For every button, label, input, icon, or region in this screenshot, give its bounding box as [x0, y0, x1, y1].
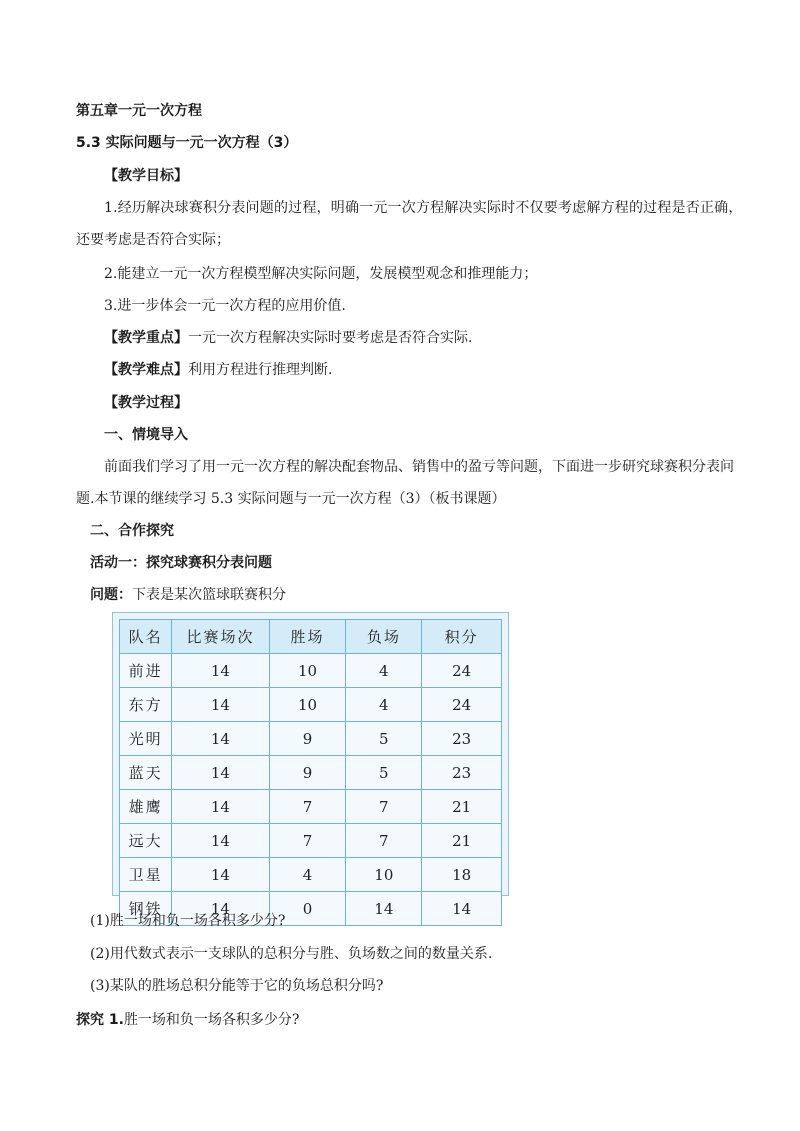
question-3: (3)某队的胜场总积分能等于它的负场总积分吗?: [90, 978, 384, 994]
cell-team: 卫星: [120, 858, 172, 892]
cell-losses: 7: [346, 824, 422, 858]
header-points: 积分: [422, 620, 502, 654]
question-1: (1)胜一场和负一场各积多少分?: [90, 913, 286, 929]
score-table: [119, 619, 502, 926]
cell-losses: 10: [346, 858, 422, 892]
header-wins: 胜场: [269, 620, 346, 654]
table-row: [120, 824, 502, 858]
part1-title: 一、情境导入: [104, 427, 188, 443]
table-row: [120, 858, 502, 892]
part2-title: 二、合作探究: [90, 523, 174, 539]
explore-1-text: 胜一场和负一场各积多少分?: [123, 1012, 300, 1028]
objective-item1-line1: 1.经历解决球赛积分表问题的过程，明确一元一次方程解决实际时不仅要考虑解方程的过程是否正确，: [104, 200, 743, 216]
cell-team: 远大: [120, 824, 172, 858]
cell-points: 24: [422, 688, 502, 722]
section-title: 5.3 实际问题与一元一次方程（3）: [76, 135, 298, 151]
problem-text: 下表是某次篮球联赛积分: [132, 587, 286, 603]
cell-losses: 7: [346, 790, 422, 824]
cell-team: 东方: [120, 688, 172, 722]
cell-losses: 5: [346, 722, 422, 756]
explore-1-label: 探究 1.: [76, 1012, 124, 1028]
table-header-row: [120, 620, 502, 654]
cell-games: 14: [172, 654, 269, 688]
table-row: [120, 756, 502, 790]
table-row: [120, 654, 502, 688]
cell-points: 23: [422, 722, 502, 756]
cell-games: 14: [172, 688, 269, 722]
cell-points: 21: [422, 824, 502, 858]
cell-losses: 14: [346, 892, 422, 926]
question-2: (2)用代数式表示一支球队的总积分与胜、负场数之间的数量关系.: [90, 946, 493, 962]
header-losses: 负场: [346, 620, 422, 654]
table-row: [120, 688, 502, 722]
cell-wins: 4: [269, 858, 346, 892]
cell-team: 蓝天: [120, 756, 172, 790]
cell-team: 前进: [120, 654, 172, 688]
cell-team: 钢铁: [120, 892, 172, 926]
cell-points: 14: [422, 892, 502, 926]
process-heading: 【教学过程】: [104, 395, 188, 411]
objectives-heading: 【教学目标】: [104, 168, 188, 184]
part1-line2: 题.本节课的继续学习 5.3 实际问题与一元一次方程（3）（板书课题）: [76, 491, 506, 507]
score-table-frame: [112, 612, 509, 918]
objective-item3: 3.进一步体会一元一次方程的应用价值.: [104, 298, 346, 314]
cell-games: 14: [172, 722, 269, 756]
key-point-label: 【教学重点】: [104, 330, 188, 346]
cell-games: 14: [172, 892, 269, 926]
cell-games: 14: [172, 790, 269, 824]
cell-points: 24: [422, 654, 502, 688]
cell-team: 光明: [120, 722, 172, 756]
cell-team: 雄鹰: [120, 790, 172, 824]
key-point-text: 一元一次方程解决实际时要考虑是否符合实际.: [188, 330, 473, 346]
cell-games: 14: [172, 824, 269, 858]
table-row: [120, 790, 502, 824]
problem-statement: [90, 585, 286, 605]
cell-losses: 4: [346, 688, 422, 722]
header-team: 队名: [120, 620, 172, 654]
cell-points: 21: [422, 790, 502, 824]
objective-item2: 2.能建立一元一次方程模型解决实际问题，发展模型观念和推理能力；: [104, 266, 538, 282]
cell-wins: 10: [269, 688, 346, 722]
cell-games: 14: [172, 858, 269, 892]
header-games: 比赛场次: [172, 620, 269, 654]
cell-wins: 0: [269, 892, 346, 926]
difficulty-label: 【教学难点】: [104, 362, 188, 378]
cell-wins: 9: [269, 756, 346, 790]
cell-games: 14: [172, 756, 269, 790]
chapter-title: 第五章一元一次方程: [76, 103, 202, 119]
cell-points: 18: [422, 858, 502, 892]
problem-label: 问题：: [90, 587, 132, 603]
activity-title: 活动一：探究球赛积分表问题: [90, 555, 272, 571]
cell-losses: 4: [346, 654, 422, 688]
table-row: [120, 722, 502, 756]
part1-line1: 前面我们学习了用一元一次方程的解决配套物品、销售中的盈亏等问题，下面进一步研究球赛积分表问: [104, 459, 734, 475]
explore-1: [76, 1010, 299, 1030]
difficulty-text: 利用方程进行推理判断.: [188, 362, 333, 378]
cell-wins: 10: [269, 654, 346, 688]
cell-wins: 7: [269, 824, 346, 858]
cell-losses: 5: [346, 756, 422, 790]
difficulty: [104, 360, 332, 380]
cell-wins: 7: [269, 790, 346, 824]
cell-points: 23: [422, 756, 502, 790]
cell-wins: 9: [269, 722, 346, 756]
objective-item1-line2: 还要考虑是否符合实际；: [76, 232, 230, 248]
key-point: [104, 328, 472, 348]
